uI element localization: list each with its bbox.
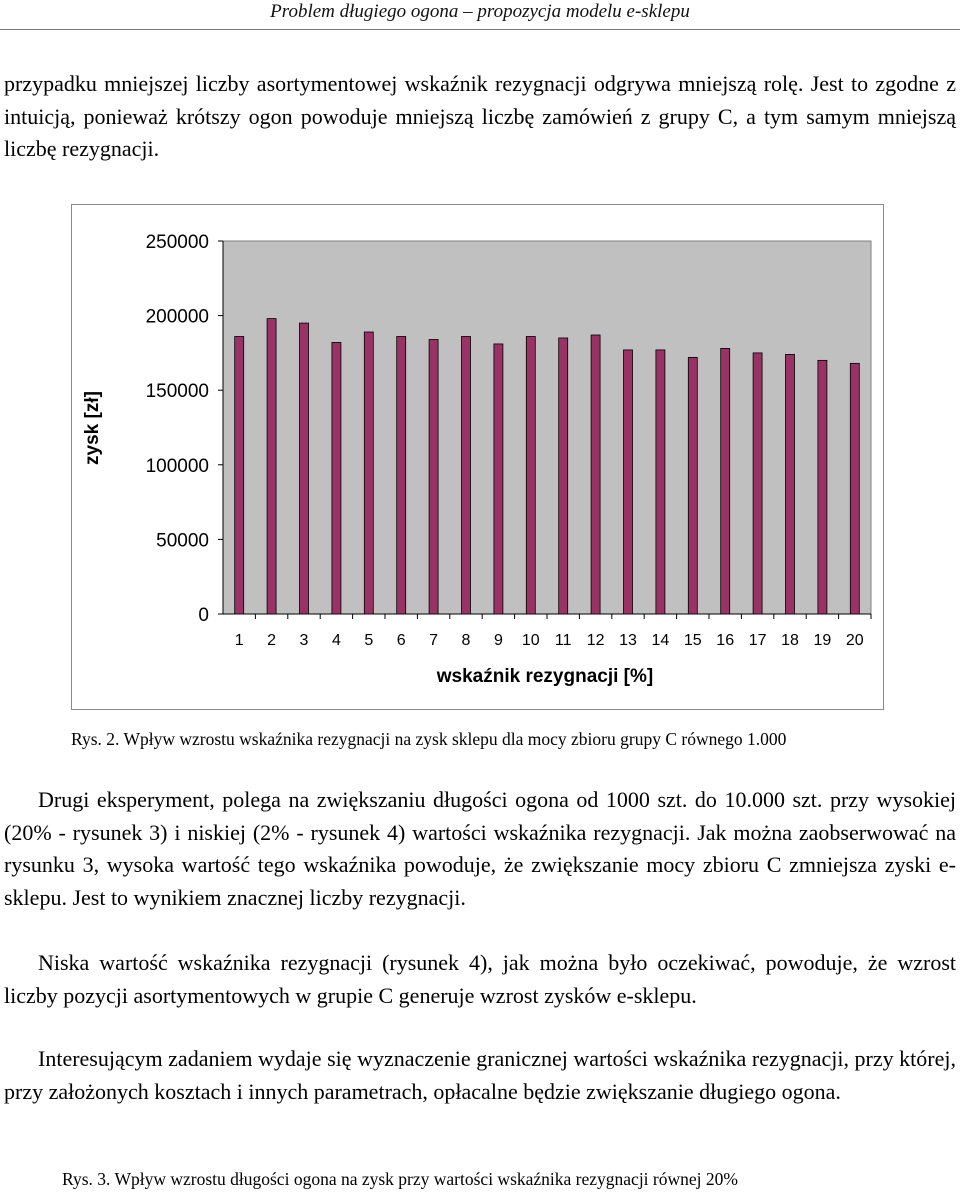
bar: [429, 339, 438, 614]
bar: [850, 363, 859, 614]
figure-3-caption: Rys. 3. Wpływ wzrostu długości ogona na zysk przy wartości wskaźnika rezygnacji równej 20%: [62, 1169, 738, 1189]
bar: [235, 336, 244, 614]
bar: [753, 353, 762, 614]
y-tick-label: 150000: [145, 381, 209, 403]
y-tick-label: 100000: [145, 455, 209, 477]
y-tick-label: 250000: [145, 232, 209, 253]
bar: [656, 350, 665, 614]
paragraph-intro: przypadku mniejszej liczby asortymentowej wskaźnik rezygnacji odgrywa mniejszą rolę. Jest to zgodne z intuicją, ponieważ krótszy ogon powoduje mniejszą liczbę zamówień z grupy C, a tym samym mniejszą liczbę rezygnacji.: [4, 71, 956, 161]
x-tick-label: 18: [781, 632, 799, 649]
y-tick-label: 50000: [156, 530, 209, 552]
x-tick-label: 20: [845, 632, 864, 649]
x-tick-label: 6: [396, 632, 406, 649]
bar: [688, 357, 697, 614]
profit-bar-chart: [72, 205, 883, 709]
bar: [267, 319, 276, 614]
bar: [526, 336, 535, 614]
bar: [332, 342, 341, 614]
x-tick-label: 2: [267, 632, 277, 649]
paragraph-low-rate: Niska wartość wskaźnika rezygnacji (rysunek 4), jak można było oczekiwać, powoduje, że wzrost liczby pozycji asortymentowych w grupie C generuje wzrost zysków e-sklepu.: [4, 950, 956, 1008]
bar: [494, 344, 503, 614]
x-tick-label: 5: [364, 632, 374, 649]
x-tick-label: 3: [299, 632, 309, 649]
chart-y-axis-label: zysk [zł]: [82, 391, 103, 465]
paragraph-experiment: Drugi eksperyment, polega na zwiększaniu długości ogona od 1000 szt. do 10.000 szt. przy wysokiej (20% - rysunek 3) i niskiej (2% - rysunek 4) wartości wskaźnika rezygnacji. Jak można zaobserwować na rysunku 3, wysoka wartość tego wskaźnika powoduje, że zwiększanie mocy zbioru C zmniejsza zyski e-sklepu. Jest to wynikiem znacznej liczby rezygnacji.: [4, 787, 956, 910]
x-tick-label: 11: [554, 632, 572, 649]
figure-2-caption: Rys. 2. Wpływ wzrostu wskaźnika rezygnacji na zysk sklepu dla mocy zbioru grupy C równego 1.000: [71, 729, 787, 749]
running-header: Problem długiego ogona – propozycja modelu e-sklepu: [270, 1, 690, 22]
x-tick-label: 16: [716, 632, 735, 649]
x-tick-label: 10: [521, 632, 540, 649]
x-tick-label: 12: [586, 632, 605, 649]
x-tick-label: 14: [651, 632, 670, 649]
x-tick-label: 19: [813, 632, 832, 649]
x-tick-label: 15: [683, 632, 702, 649]
chart-x-axis-label: wskaźnik rezygnacji [%]: [436, 666, 654, 687]
paragraph-conclusion: Interesującym zadaniem wydaje się wyznaczenie granicznej wartości wskaźnika rezygnacji, przy której, przy założonych kosztach i innych parametrach, opłacalne będzie zwiększanie długiego ogona.: [4, 1046, 956, 1104]
bar: [364, 332, 373, 614]
x-tick-label: 4: [331, 632, 341, 649]
bar: [559, 338, 568, 614]
y-tick-label: 0: [198, 605, 209, 626]
header-rule: [0, 29, 960, 30]
chart-frame: [71, 204, 884, 710]
bar: [300, 323, 309, 614]
x-tick-label: 1: [234, 632, 244, 649]
plot-area: [223, 241, 871, 614]
bar: [624, 350, 633, 614]
x-tick-label: 9: [493, 632, 503, 649]
x-tick-label: 7: [429, 632, 439, 649]
bar: [818, 360, 827, 614]
bar: [591, 335, 600, 614]
y-tick-label: 200000: [145, 306, 209, 328]
bar: [397, 336, 406, 614]
x-tick-label: 13: [619, 632, 637, 649]
bar: [721, 348, 730, 614]
bar: [786, 354, 795, 614]
x-tick-label: 8: [461, 632, 471, 649]
bar: [462, 336, 471, 614]
x-tick-label: 17: [748, 632, 767, 649]
